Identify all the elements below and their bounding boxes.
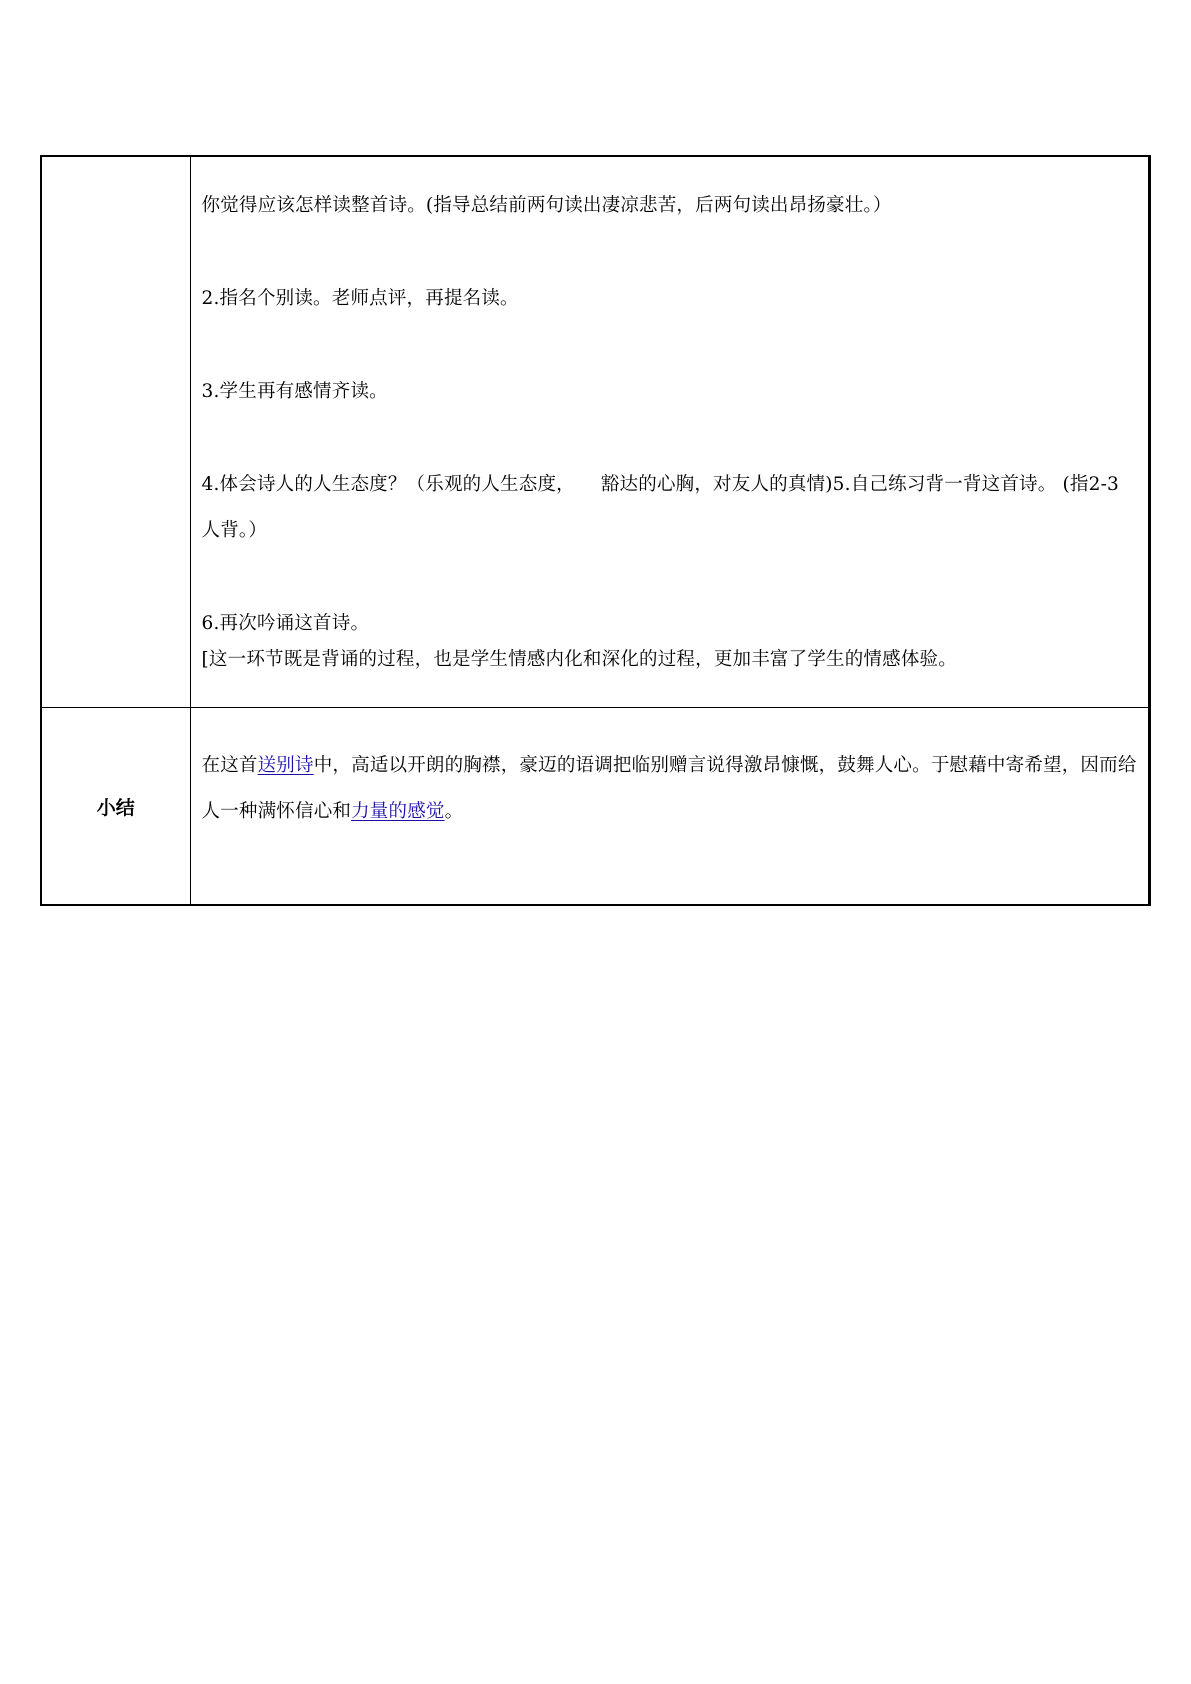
table-row bbox=[41, 156, 1149, 708]
summary-text: 。 bbox=[444, 801, 464, 822]
paragraph: 2.指名个别读。老师点评，再提名读。 bbox=[201, 288, 519, 309]
summary-text: 在这首 bbox=[201, 755, 258, 776]
row-label-cell bbox=[41, 708, 190, 906]
paragraph bbox=[202, 462, 1138, 554]
paragraph: 3.学生再有感情齐读。 bbox=[201, 381, 388, 402]
row-content-cell bbox=[190, 156, 1149, 708]
paragraph: 6.再次吟诵这首诗。 bbox=[201, 613, 370, 634]
row-label-cell bbox=[41, 156, 190, 708]
summary-paragraph bbox=[202, 743, 1138, 835]
table-row bbox=[41, 708, 1149, 906]
paragraph: [这一环节既是背诵的过程，也是学生情感内化和深化的过程，更加丰富了学生的情感体验。 bbox=[201, 649, 957, 670]
paragraph-part: 豁达的心胸，对友人的真情)5.自己练习背一背这首诗。 (指2-3人背。） bbox=[201, 474, 1120, 541]
summary-text: 中，高适以开朗的胸襟，豪迈的语调把临别赠言说得激昂慷慨，鼓舞人心。于慰藉中寄希望，因而给人一种满怀信心和 bbox=[201, 755, 1137, 822]
paragraph: 你觉得应该怎样读整首诗。(指导总结前两句读出凄凉悲苦，后两句读出昂扬豪壮。） bbox=[201, 195, 892, 216]
row-content-cell bbox=[190, 708, 1149, 906]
lesson-plan-table bbox=[40, 155, 1151, 906]
sense-of-strength-link[interactable]: 力量的感觉 bbox=[351, 801, 445, 822]
summary-label: 小结 bbox=[96, 796, 135, 819]
farewell-poem-link[interactable]: 送别诗 bbox=[257, 755, 314, 776]
paragraph-part: 4.体会诗人的人生态度？（乐观的人生态度， bbox=[201, 474, 575, 495]
